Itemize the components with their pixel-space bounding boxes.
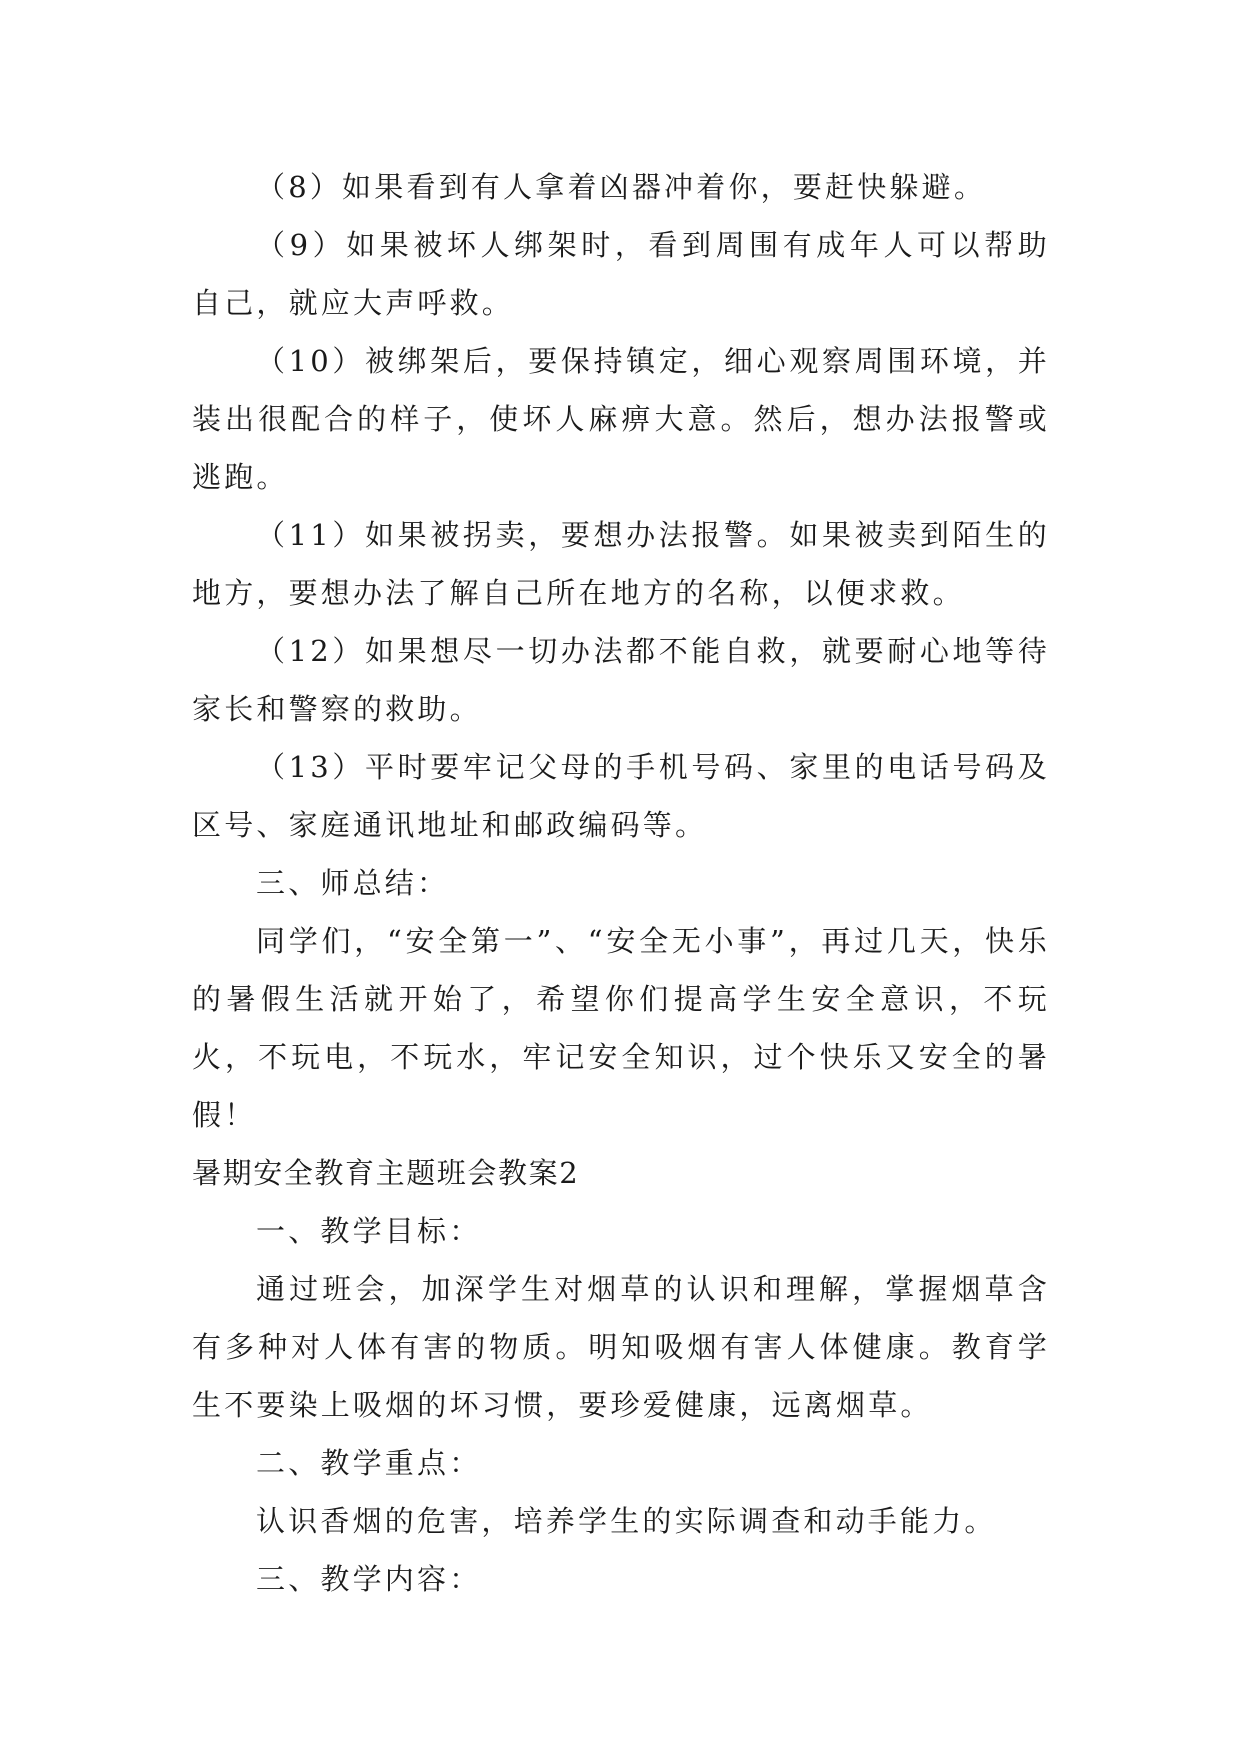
section-heading-key-points: 二、教学重点：	[256, 1446, 482, 1480]
paragraph-item-11: （11）如果被拐卖，要想办法报警。如果被卖到陌生的地方，要想办法了解自己所在地方的名称，以便求救。	[192, 518, 1050, 610]
key-points-paragraph: 认识香烟的危害，培养学生的实际调查和动手能力。	[256, 1504, 997, 1538]
section-heading-content: 三、教学内容：	[256, 1562, 482, 1596]
paragraph-item-9: （9）如果被坏人绑架时，看到周围有成年人可以帮助自己，就应大声呼救。	[192, 228, 1050, 320]
paragraph-item-8: （8）如果看到有人拿着凶器冲着你，要赶快躲避。	[256, 170, 987, 204]
objectives-paragraph: 通过班会，加深学生对烟草的认识和理解，掌握烟草含有多种对人体有害的物质。明知吸烟有害人体健康。教育学生不要染上吸烟的坏习惯，要珍爱健康，远离烟草。	[192, 1272, 1050, 1422]
paragraph-item-12: （12）如果想尽一切办法都不能自救，就要耐心地等待家长和警察的救助。	[192, 634, 1050, 726]
section-heading-objectives: 一、教学目标：	[256, 1214, 482, 1248]
paragraph-item-13: （13）平时要牢记父母的手机号码、家里的电话号码及区号、家庭通讯地址和邮政编码等。	[192, 750, 1050, 842]
section-heading-summary: 三、师总结：	[256, 866, 450, 900]
lesson-plan-title: 暑期安全教育主题班会教案2	[192, 1156, 580, 1190]
document-body	[192, 158, 1050, 1608]
paragraph-item-10: （10）被绑架后，要保持镇定，细心观察周围环境，并装出很配合的样子，使坏人麻痹大意。然后，想办法报警或逃跑。	[192, 344, 1050, 494]
summary-paragraph: 同学们，“安全第一”、“安全无小事”，再过几天，快乐的暑假生活就开始了，希望你们提高学生安全意识，不玩火，不玩电，不玩水，牢记安全知识，过个快乐又安全的暑假！	[192, 924, 1050, 1132]
